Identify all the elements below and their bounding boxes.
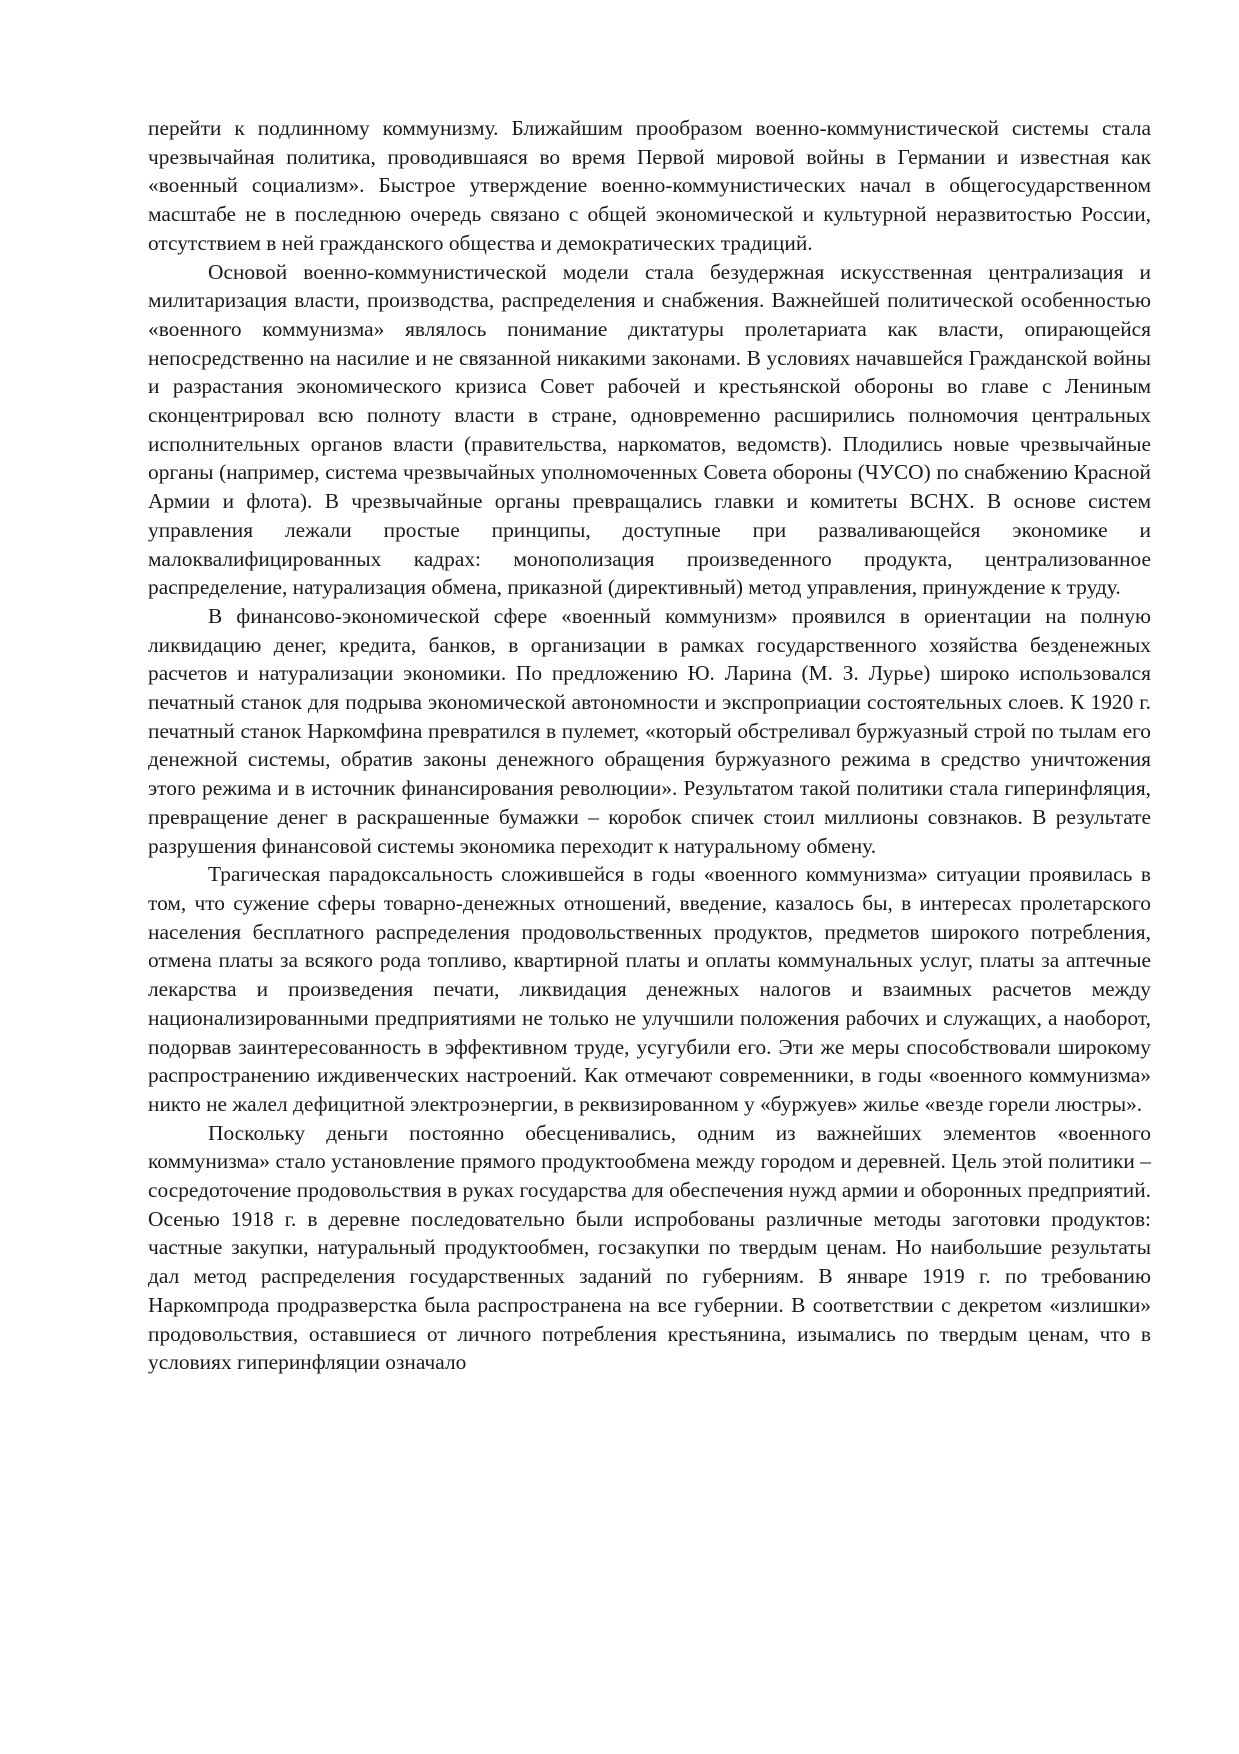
paragraph: Поскольку деньги постоянно обесценивались, одним из важнейших элементов «военного коммунизма» стало установление прямого продуктообмена между городом и деревней. Цель этой политики – сосредоточение продовольствия в руках государства для обеспечения нужд армии и оборонных предприятий. Осенью 1918 г. в деревне последовательно были испробованы различные методы заготовки продуктов: частные закупки, натуральный продуктообмен, госзакупки по твердым ценам. Но наибольшие результаты дал метод распределения государственных заданий по губерниям. В январе 1919 г. по требованию Наркомпрода продразверстка была распространена на все губернии. В соответствии с декретом «излишки» продовольствия, оставшиеся от личного потребления крестьянина, изымались по твердым ценам, что в условиях гиперинфляции означало <box>148 1120 1151 1375</box>
paragraph: Основой военно-коммунистической модели стала безудержная искусственная централизация и милитаризация власти, производства, распределения и снабжения. Важнейшей политической особенностью «военного коммунизма» являлось понимание диктатуры пролетариата как власти, опирающейся непосредственно на насилие и не связанной никакими законами. В условиях начавшейся Гражданской войны и разрастания экономического кризиса Совет рабочей и крестьянской обороны во главе с Лениным сконцентрировал всю полноту власти в стране, одновременно расширились полномочия центральных исполнительных органов власти (правительства, наркоматов, ведомств). Плодились новые чрезвычайные органы (например, система чрезвычайных уполномоченных Совета обороны (ЧУСО) по снабжению Красной Армии и флота). В чрезвычайные органы превращались главки и комитеты ВСНХ. В основе систем управления лежали простые принципы, доступные при разваливающейся экономике и малоквалифицированных кадрах: монополизация произведенного продукта, централизованное распределение, натурализация обмена, приказной (директивный) метод управления, принуждение к труду. <box>148 259 1151 600</box>
document-page <box>148 114 1151 1377</box>
paragraph: перейти к подлинному коммунизму. Ближайшим прообразом военно-коммунистической системы стала чрезвычайная политика, проводившаяся во время Первой мировой войны в Германии и известная как «военный социализм». Быстрое утверждение военно-коммунистических начал в общегосударственном масштабе не в последнюю очередь связано с общей экономической и культурной неразвитостью России, отсутствием в ней гражданского общества и демократических традиций. <box>148 116 1151 255</box>
paragraph: В финансово-экономической сфере «военный коммунизм» проявился в ориентации на полную ликвидацию денег, кредита, банков, в организации в рамках государственного хозяйства безденежных расчетов и натурализации экономики. По предложению Ю. Ларина (М. З. Лурье) широко использовался печатный станок для подрыва экономической автономности и экспроприации состоятельных слоев. К 1920 г. печатный станок Наркомфина превратился в пулемет, «который обстреливал буржуазный строй по тылам его денежной системы, обратив законы денежного обращения буржуазного режима в средство уничтожения этого режима и в источник финансирования революции». Результатом такой политики стала гиперинфляция, превращение денег в раскрашенные бумажки – коробок спичек стоил миллионы совзнаков. В результате разрушения финансовой системы экономика переходит к натуральному обмену. <box>148 603 1151 858</box>
paragraph: Трагическая парадоксальность сложившейся в годы «военного коммунизма» ситуации проявилась в том, что сужение сферы товарно-денежных отношений, введение, казалось бы, в интересах пролетарского населения бесплатного распределения продовольственных продуктов, предметов широкого потребления, отмена платы за всякого рода топливо, квартирной платы и оплаты коммунальных услуг, платы за аптечные лекарства и произведения печати, ликвидация денежных налогов и взаимных расчетов между национализированными предприятиями не только не улучшили положения рабочих и служащих, а наоборот, подорвав заинтересованность в эффективном труде, усугубили его. Эти же меры способствовали широкому распространению иждивенческих настроений. Как отмечают современники, в годы «военного коммунизма» никто не жалел дефицитной электроэнергии, в реквизированном у «буржуев» жилье «везде горели люстры». <box>148 862 1151 1116</box>
